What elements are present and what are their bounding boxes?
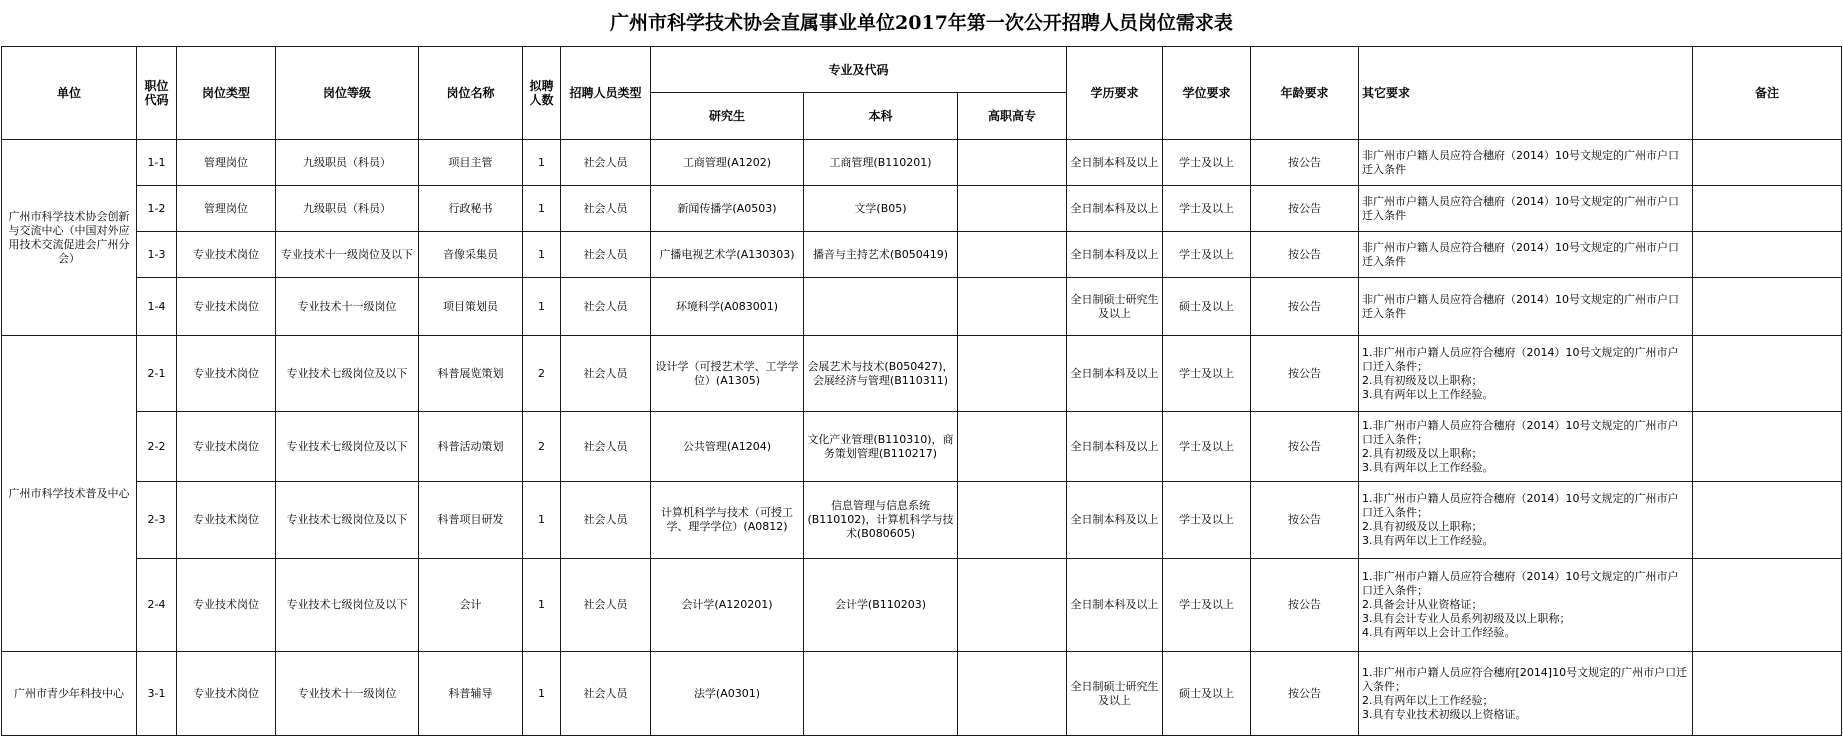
cell-degree: 学士及以上 [1163,412,1251,482]
cell-education: 全日制本科及以上 [1067,140,1163,186]
cell-undergraduate: 会计学(B110203) [804,559,958,652]
header-education: 学历要求 [1067,47,1163,140]
document-title: 广州市科学技术协会直属事业单位2017年第一次公开招聘人员岗位需求表 [610,12,1233,34]
cell-graduate: 新闻传播学(A0503) [651,186,804,232]
cell-vocational [958,278,1067,336]
cell-undergraduate: 会展艺术与技术(B050427)，会展经济与管理(B110311) [804,336,958,412]
other-line: 1.非广州市户籍人员应符合穗府（2014）10号文规定的广州市户口迁入条件； [1362,492,1679,519]
cell-degree: 学士及以上 [1163,186,1251,232]
cell-name: 行政秘书 [419,186,523,232]
cell-education: 全日制本科及以上 [1067,412,1163,482]
cell-undergraduate: 文学(B05) [804,186,958,232]
cell-age: 按公告 [1251,652,1359,736]
other-line: 非广州市户籍人员应符合穗府（2014）10号文规定的广州市户口迁入条件 [1362,194,1680,222]
cell-recruit: 社会人员 [561,559,651,652]
header-undergraduate: 本科 [804,93,958,140]
other-line: 3.具有两年以上工作经验。 [1362,460,1494,474]
cell-education: 全日制本科及以上 [1067,559,1163,652]
cell-grade: 专业技术七级岗位及以下 [276,412,419,482]
cell-recruit: 社会人员 [561,482,651,559]
cell-code: 2-1 [137,336,177,412]
cell-remark [1693,140,1842,186]
header-recruit-type: 招聘人员类型 [561,47,651,140]
cell-grade: 专业技术七级岗位及以下 [276,559,419,652]
cell-undergraduate: 文化产业管理(B110310)，商务策划管理(B110217) [804,412,958,482]
cell-remark [1693,278,1842,336]
cell-vocational [958,482,1067,559]
cell-graduate: 计算机科学与技术（可授工学、理学学位）(A0812) [651,482,804,559]
table-row [2,232,1842,278]
cell-other [1359,336,1693,412]
cell-undergraduate: 工商管理(B110201) [804,140,958,186]
cell-degree: 硕士及以上 [1163,278,1251,336]
header-vocational: 高职高专 [958,93,1067,140]
cell-count: 1 [523,652,561,736]
cell-undergraduate [804,652,958,736]
cell-code: 1-3 [137,232,177,278]
cell-degree: 学士及以上 [1163,232,1251,278]
cell-vocational [958,140,1067,186]
other-line: 1.非广州市户籍人员应符合穗府[2014]10号文规定的广州市户口迁入条件； [1362,665,1688,693]
cell-vocational [958,412,1067,482]
cell-code: 1-4 [137,278,177,336]
cell-vocational [958,186,1067,232]
cell-code: 1-2 [137,186,177,232]
cell-name: 科普展览策划 [419,336,523,412]
cell-type: 专业技术岗位 [177,559,276,652]
cell-degree: 学士及以上 [1163,336,1251,412]
cell-count: 1 [523,559,561,652]
cell-type: 专业技术岗位 [177,232,276,278]
cell-recruit: 社会人员 [561,278,651,336]
cell-graduate: 公共管理(A1204) [651,412,804,482]
unit-name: 广州市科学技术协会创新与交流中心（中国对外应用技术交流促进会广州分会） [2,140,137,336]
cell-vocational [958,652,1067,736]
other-line: 3.具有会计专业人员系列初级及以上职称； [1362,612,1571,625]
table-row [2,186,1842,232]
cell-education: 全日制本科及以上 [1067,482,1163,559]
cell-remark [1693,336,1842,412]
cell-grade: 专业技术十一级岗位 [276,278,419,336]
cell-code: 2-3 [137,482,177,559]
cell-other [1359,232,1693,278]
other-line: 1.非广州市户籍人员应符合穗府（2014）10号文规定的广州市户口迁入条件； [1362,418,1679,446]
cell-code: 2-2 [137,412,177,482]
unit-name: 广州市青少年科技中心 [2,652,137,736]
cell-vocational [958,336,1067,412]
cell-other [1359,140,1693,186]
header-graduate: 研究生 [651,93,804,140]
other-line: 2.具有初级及以上职称； [1362,520,1483,533]
cell-education: 全日制本科及以上 [1067,232,1163,278]
other-line: 2.具有两年以上工作经验； [1362,693,1494,707]
header-post-type: 岗位类型 [177,47,276,140]
table-row [2,412,1842,482]
cell-recruit: 社会人员 [561,336,651,412]
other-line: 2.具有初级及以上职称； [1362,446,1483,460]
cell-grade: 专业技术十一级岗位及以下 [276,232,419,278]
cell-count: 2 [523,336,561,412]
cell-education: 全日制硕士研究生及以上 [1067,652,1163,736]
cell-undergraduate: 播音与主持艺术(B050419) [804,232,958,278]
cell-other [1359,278,1693,336]
cell-age: 按公告 [1251,559,1359,652]
table-row [2,336,1842,412]
cell-education: 全日制硕士研究生及以上 [1067,278,1163,336]
cell-name: 项目策划员 [419,278,523,336]
cell-name: 音像采集员 [419,232,523,278]
cell-age: 按公告 [1251,232,1359,278]
cell-age: 按公告 [1251,140,1359,186]
header-planned-count: 拟聘人数 [523,47,561,140]
cell-graduate: 设计学（可授艺术学、工学学位）(A1305) [651,336,804,412]
header-major-group: 专业及代码 [651,47,1067,93]
cell-grade: 九级职员（科员） [276,186,419,232]
cell-graduate: 会计学(A120201) [651,559,804,652]
cell-code: 3-1 [137,652,177,736]
cell-count: 1 [523,278,561,336]
other-line: 非广州市户籍人员应符合穗府（2014）10号文规定的广州市户口迁入条件 [1362,148,1680,176]
cell-name: 项目主管 [419,140,523,186]
table-row [2,652,1842,736]
table-row [2,482,1842,559]
cell-remark [1693,652,1842,736]
cell-remark [1693,559,1842,652]
cell-graduate: 工商管理(A1202) [651,140,804,186]
cell-age: 按公告 [1251,482,1359,559]
cell-remark [1693,482,1842,559]
cell-remark [1693,232,1842,278]
cell-name: 科普项目研发 [419,482,523,559]
cell-recruit: 社会人员 [561,232,651,278]
cell-count: 1 [523,140,561,186]
cell-vocational [958,232,1067,278]
cell-type: 专业技术岗位 [177,278,276,336]
cell-remark [1693,412,1842,482]
cell-other [1359,186,1693,232]
other-line: 非广州市户籍人员应符合穗府（2014）10号文规定的广州市户口迁入条件 [1362,240,1680,268]
cell-degree: 学士及以上 [1163,140,1251,186]
header-post-grade: 岗位等级 [276,47,419,140]
other-line: 3.具有两年以上工作经验。 [1362,534,1494,547]
cell-name: 科普辅导 [419,652,523,736]
header-remark: 备注 [1693,47,1842,140]
cell-graduate: 广播电视艺术学(A130303) [651,232,804,278]
header-other: 其它要求 [1359,47,1693,140]
cell-type: 专业技术岗位 [177,336,276,412]
cell-grade: 九级职员（科员） [276,140,419,186]
cell-other [1359,652,1693,736]
cell-type: 专业技术岗位 [177,412,276,482]
cell-degree: 学士及以上 [1163,559,1251,652]
other-line: 非广州市户籍人员应符合穗府（2014）10号文规定的广州市户口迁入条件 [1362,292,1680,320]
cell-age: 按公告 [1251,336,1359,412]
cell-count: 1 [523,482,561,559]
cell-undergraduate [804,278,958,336]
cell-name: 会计 [419,559,523,652]
cell-type: 专业技术岗位 [177,482,276,559]
cell-recruit: 社会人员 [561,652,651,736]
cell-code: 2-4 [137,559,177,652]
cell-code: 1-1 [137,140,177,186]
cell-name: 科普活动策划 [419,412,523,482]
cell-graduate: 环境科学(A083001) [651,278,804,336]
other-line: 2.具有初级及以上职称； [1362,373,1483,387]
table-row [2,140,1842,186]
other-line: 3.具有两年以上工作经验。 [1362,387,1494,401]
cell-type: 管理岗位 [177,140,276,186]
cell-age: 按公告 [1251,186,1359,232]
cell-type: 管理岗位 [177,186,276,232]
other-line: 1.非广州市户籍人员应符合穗府（2014）10号文规定的广州市户口迁入条件； [1362,570,1679,597]
cell-other [1359,412,1693,482]
cell-vocational [958,559,1067,652]
other-line: 2.具备会计从业资格证； [1362,598,1483,611]
cell-other [1359,482,1693,559]
cell-undergraduate: 信息管理与信息系统(B110102)，计算机科学与技术(B080605) [804,482,958,559]
header-unit: 单位 [2,47,137,140]
cell-graduate: 法学(A0301) [651,652,804,736]
header-post-code: 职位代码 [137,47,177,140]
header-age: 年龄要求 [1251,47,1359,140]
cell-age: 按公告 [1251,412,1359,482]
cell-education: 全日制本科及以上 [1067,336,1163,412]
table-row [2,559,1842,652]
unit-name: 广州市科学技术普及中心 [2,336,137,652]
table-row [2,278,1842,336]
other-line: 1.非广州市户籍人员应符合穗府（2014）10号文规定的广州市户口迁入条件； [1362,345,1679,373]
cell-grade: 专业技术十一级岗位 [276,652,419,736]
other-line: 4.具有两年以上会计工作经验。 [1362,626,1516,639]
cell-degree: 学士及以上 [1163,482,1251,559]
cell-age: 按公告 [1251,278,1359,336]
cell-grade: 专业技术七级岗位及以下 [276,336,419,412]
cell-count: 1 [523,232,561,278]
cell-education: 全日制本科及以上 [1067,186,1163,232]
recruitment-table [1,46,1842,736]
cell-recruit: 社会人员 [561,186,651,232]
cell-recruit: 社会人员 [561,412,651,482]
other-line: 3.具有专业技术初级以上资格证。 [1362,707,1527,721]
cell-count: 2 [523,412,561,482]
cell-count: 1 [523,186,561,232]
cell-other [1359,559,1693,652]
header-degree: 学位要求 [1163,47,1251,140]
cell-grade: 专业技术七级岗位及以下 [276,482,419,559]
cell-type: 专业技术岗位 [177,652,276,736]
cell-recruit: 社会人员 [561,140,651,186]
cell-remark [1693,186,1842,232]
header-post-name: 岗位名称 [419,47,523,140]
cell-degree: 硕士及以上 [1163,652,1251,736]
